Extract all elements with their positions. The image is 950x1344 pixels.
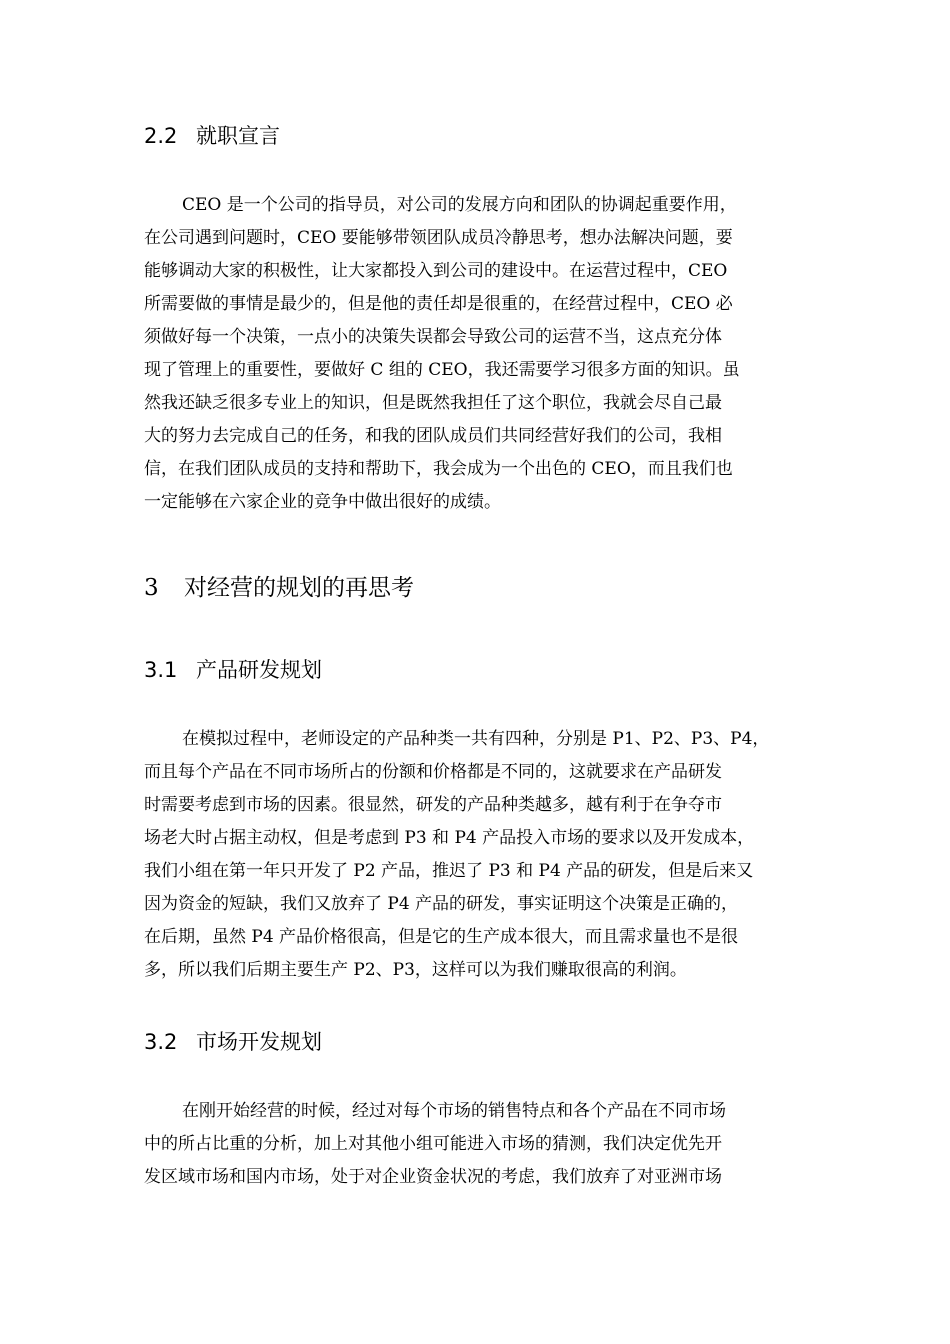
paragraph-line: 一定能够在六家企业的竞争中做出很好的成绩。 [144, 492, 501, 512]
paragraph-3-2 [144, 1095, 804, 1194]
paragraph-line: 在刚开始经营的时候，经过对每个市场的销售特点和各个产品在不同市场 [182, 1101, 726, 1121]
paragraph-line: 时需要考虑到市场的因素。很显然，研发的产品种类越多，越有利于在争夺市 [144, 795, 722, 815]
paragraph-line: 能够调动大家的积极性，让大家都投入到公司的建设中。在运营过程中，CEO [144, 261, 728, 281]
paragraph-3-1 [144, 723, 804, 987]
paragraph-line: 大的努力去完成自己的任务，和我的团队成员们共同经营好我们的公司，我相 [144, 426, 722, 446]
section-heading-3-2 [144, 1028, 322, 1056]
paragraph-line: 在模拟过程中，老师设定的产品种类一共有四种，分别是 P1、P2、P3、P4， [182, 729, 770, 749]
paragraph-2-2 [144, 189, 804, 519]
section-number: 3.1 [144, 658, 178, 682]
paragraph-line: 发区域市场和国内市场，处于对企业资金状况的考虑，我们放弃了对亚洲市场 [144, 1167, 722, 1187]
section-number: 3 [144, 575, 159, 601]
paragraph-line: 在公司遇到问题时，CEO 要能够带领团队成员冷静思考，想办法解决问题，要 [144, 228, 733, 248]
section-heading-2-2 [144, 122, 280, 150]
paragraph-line: 然我还缺乏很多专业上的知识，但是既然我担任了这个职位，我就会尽自己最 [144, 393, 722, 413]
section-title: 就职宣言 [196, 124, 280, 148]
paragraph-line: 信，在我们团队成员的支持和帮助下，我会成为一个出色的 CEO，而且我们也 [144, 459, 733, 479]
section-title: 产品研发规划 [196, 658, 322, 682]
paragraph-line: 而且每个产品在不同市场所占的份额和价格都是不同的，这就要求在产品研发 [144, 762, 722, 782]
paragraph-line: 多，所以我们后期主要生产 P2、P3，这样可以为我们赚取很高的利润。 [144, 960, 687, 980]
paragraph-line: 因为资金的短缺，我们又放弃了 P4 产品的研发，事实证明这个决策是正确的， [144, 894, 739, 914]
paragraph-line: 场老大时占据主动权，但是考虑到 P3 和 P4 产品投入市场的要求以及开发成本， [144, 828, 755, 848]
paragraph-line: 所需要做的事情是最少的，但是他的责任却是很重的，在经营过程中，CEO 必 [144, 294, 733, 314]
section-number: 2.2 [144, 124, 178, 148]
paragraph-line: CEO 是一个公司的指导员，对公司的发展方向和团队的协调起重要作用， [182, 195, 737, 215]
section-title: 市场开发规划 [196, 1030, 322, 1054]
section-heading-3 [144, 573, 414, 603]
section-title: 对经营的规划的再思考 [184, 575, 414, 601]
paragraph-line: 现了管理上的重要性，要做好 C 组的 CEO，我还需要学习很多方面的知识。虽 [144, 360, 740, 380]
paragraph-line: 须做好每一个决策，一点小的决策失误都会导致公司的运营不当，这点充分体 [144, 327, 722, 347]
section-number: 3.2 [144, 1030, 178, 1054]
paragraph-line: 中的所占比重的分析，加上对其他小组可能进入市场的猜测，我们决定优先开 [144, 1134, 722, 1154]
section-heading-3-1 [144, 656, 322, 684]
paragraph-line: 在后期，虽然 P4 产品价格很高，但是它的生产成本很大，而且需求量也不是很 [144, 927, 739, 947]
paragraph-line: 我们小组在第一年只开发了 P2 产品，推迟了 P3 和 P4 产品的研发，但是后来又 [144, 861, 754, 881]
